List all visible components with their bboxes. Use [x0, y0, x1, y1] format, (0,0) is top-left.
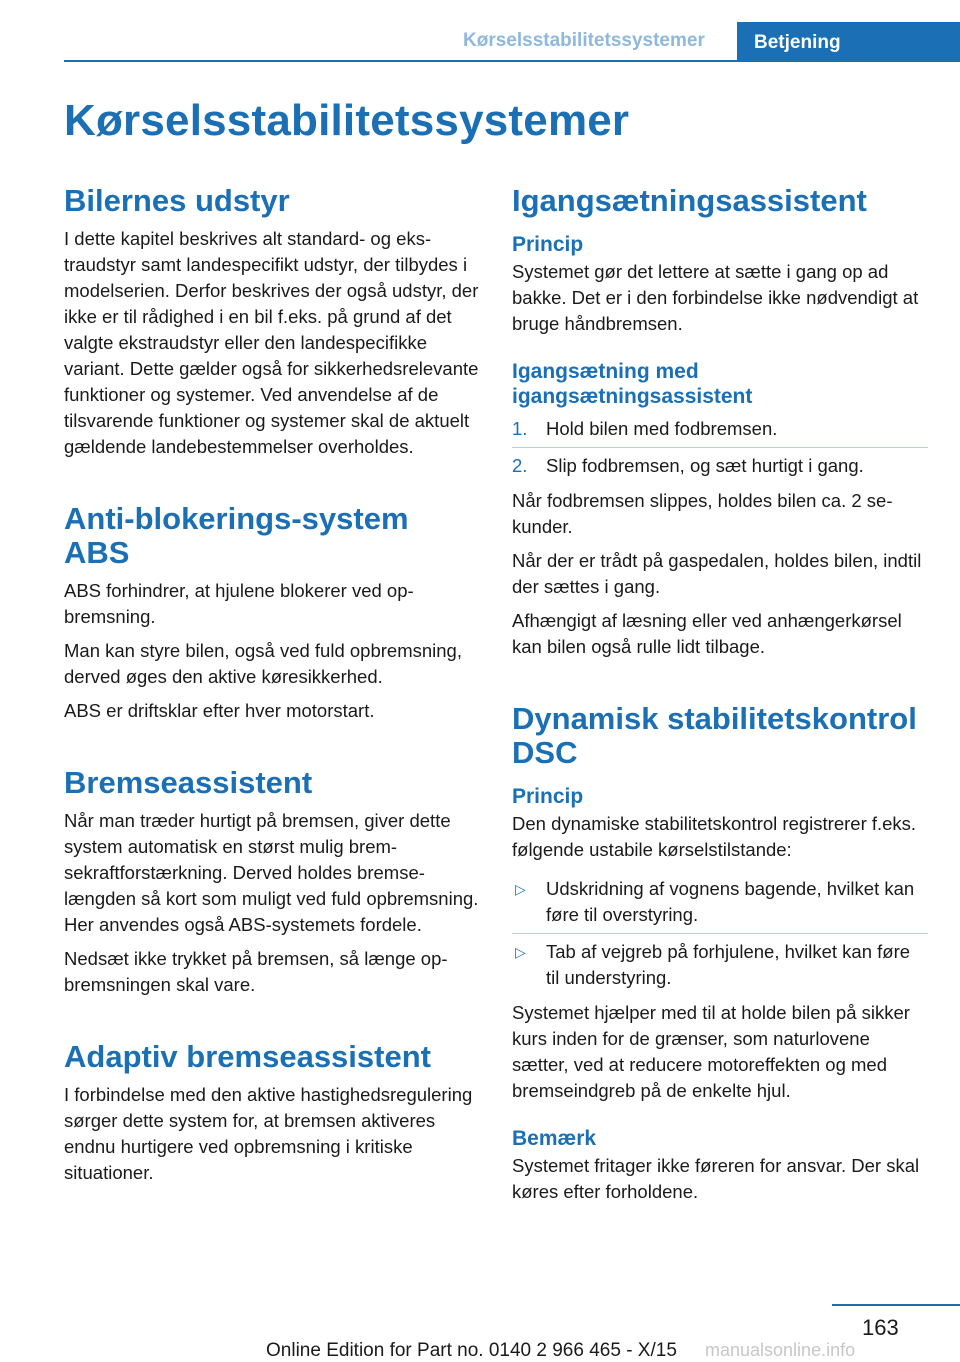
paragraph: Når fodbremsen slippes, holdes bilen ca. 2 sekunder. — [512, 490, 893, 537]
heading-abs: Anti-blokerings-system ABS — [64, 501, 409, 570]
list-number: 1. — [512, 418, 528, 439]
paragraph: Systemet fritager ikke føreren for ansvar. Der skal køres efter forholdene. — [512, 1155, 920, 1202]
list-item-text: Slip fodbremsen, og sæt hurtigt i gang. — [546, 455, 864, 476]
footer-edition: Online Edition for Part no. 0140 2 966 465 - X/15 — [266, 1340, 677, 1361]
subheading-igangsaetning: Igangsætning med igangsætningsassistent — [512, 360, 753, 408]
subheading-bemaerk: Bemærk — [512, 1127, 597, 1150]
paragraph: Når der er trådt på gaspedalen, holdes bilen, indtil der sættes i gang. — [512, 550, 922, 597]
paragraph: I dette kapitel beskrives alt standard- og ekstraudstyr samt landespecifikt udstyr, der tilbydes i modelserien. Derfor beskrives der også udstyr, der ikke er til rådighed i en bil f.eks. på grund af det valgte ekstraudstyr eller den landespecifikke variant. Dette gælder også for sikkerhedsrelevante funktioner og systemer. Ved anvendelse af de tilsvarende funktioner og systemer skal de aktuelt gældende landebestemmelser overholdes. — [64, 228, 479, 457]
triangle-bullet-icon: ▷ — [515, 944, 526, 960]
list-item-text: Tab af vejgreb på forhjulene, hvilket kan føre til understyring. — [546, 941, 911, 988]
triangle-bullet-icon: ▷ — [515, 881, 526, 897]
header-chapter-tab: Betjening — [737, 22, 960, 62]
bullet-list — [512, 871, 928, 996]
heading-dsc: Dynamisk stabilitetskontrol DSC — [512, 701, 917, 770]
header-section-title: Kørselsstabilitetssystemer — [463, 30, 705, 51]
numbered-list — [512, 411, 928, 484]
list-item-text: Udskridning af vognens bagende, hvilket kan føre til overstyring. — [546, 878, 915, 925]
paragraph: ABS forhindrer, at hjulene blokerer ved opbremsning. — [64, 580, 414, 627]
page-number: 163 — [862, 1315, 899, 1340]
list-number: 2. — [512, 455, 528, 476]
paragraph: I forbindelse med den aktive hastighedsregulering sørger dette system for, at bremsen aktiveres endnu hurtigere ved opbremsning i kritiske situationer. — [64, 1084, 473, 1183]
paragraph: Man kan styre bilen, også ved fuld opbremsning, derved øges den aktive køresikkerhed. — [64, 640, 462, 687]
heading-igangsaetningsassistent: Igangsætningsassistent — [512, 183, 867, 218]
paragraph: Nedsæt ikke trykket på bremsen, så længe opbremsningen skal vare. — [64, 948, 448, 995]
subheading-princip: Princip — [512, 785, 584, 808]
heading-adaptiv-bremseassistent: Adaptiv bremseassistent — [64, 1039, 431, 1074]
footer-rule — [832, 1304, 960, 1306]
paragraph: Afhængigt af læsning eller ved anhængerkørsel kan bilen også rulle lidt tilbage. — [512, 610, 902, 657]
list-item — [512, 447, 928, 484]
paragraph: Systemet hjælper med til at holde bilen på sikker kurs inden for de grænser, som naturlovene sætter, ved at reducere motoreffekten og med bremseindgreb på de enkelte hjul. — [512, 1002, 910, 1101]
list-item — [512, 411, 928, 447]
heading-bremseassistent: Bremseassistent — [64, 765, 313, 800]
page-title: Kørselsstabilitetssystemer — [64, 96, 630, 145]
paragraph: ABS er driftsklar efter hver motorstart. — [64, 700, 375, 721]
paragraph: Systemet gør det lettere at sætte i gang op ad bakke. Det er i den forbindelse ikke nødvendigt at bruge håndbremsen. — [512, 261, 919, 334]
watermark-text: manualsonline.info — [705, 1340, 856, 1360]
list-item-text: Hold bilen med fodbremsen. — [546, 418, 778, 439]
paragraph: Når man træder hurtigt på bremsen, giver dette system automatisk en størst mulig bremsekraftforstærkning. Derved holdes bremselængden så kort som muligt ved fuld opbremsning. Her anvendes også ABS-systemets fordele. — [64, 810, 479, 935]
list-item — [512, 933, 928, 996]
subheading-princip: Princip — [512, 233, 584, 256]
left-column — [64, 184, 480, 1194]
list-item — [512, 871, 928, 933]
heading-bilernes-udstyr: Bilernes udstyr — [64, 183, 290, 218]
paragraph: Den dynamiske stabilitetskontrol registrerer f.eks. følgende ustabile kørselstilstande: — [512, 813, 917, 860]
right-column — [512, 184, 928, 1213]
